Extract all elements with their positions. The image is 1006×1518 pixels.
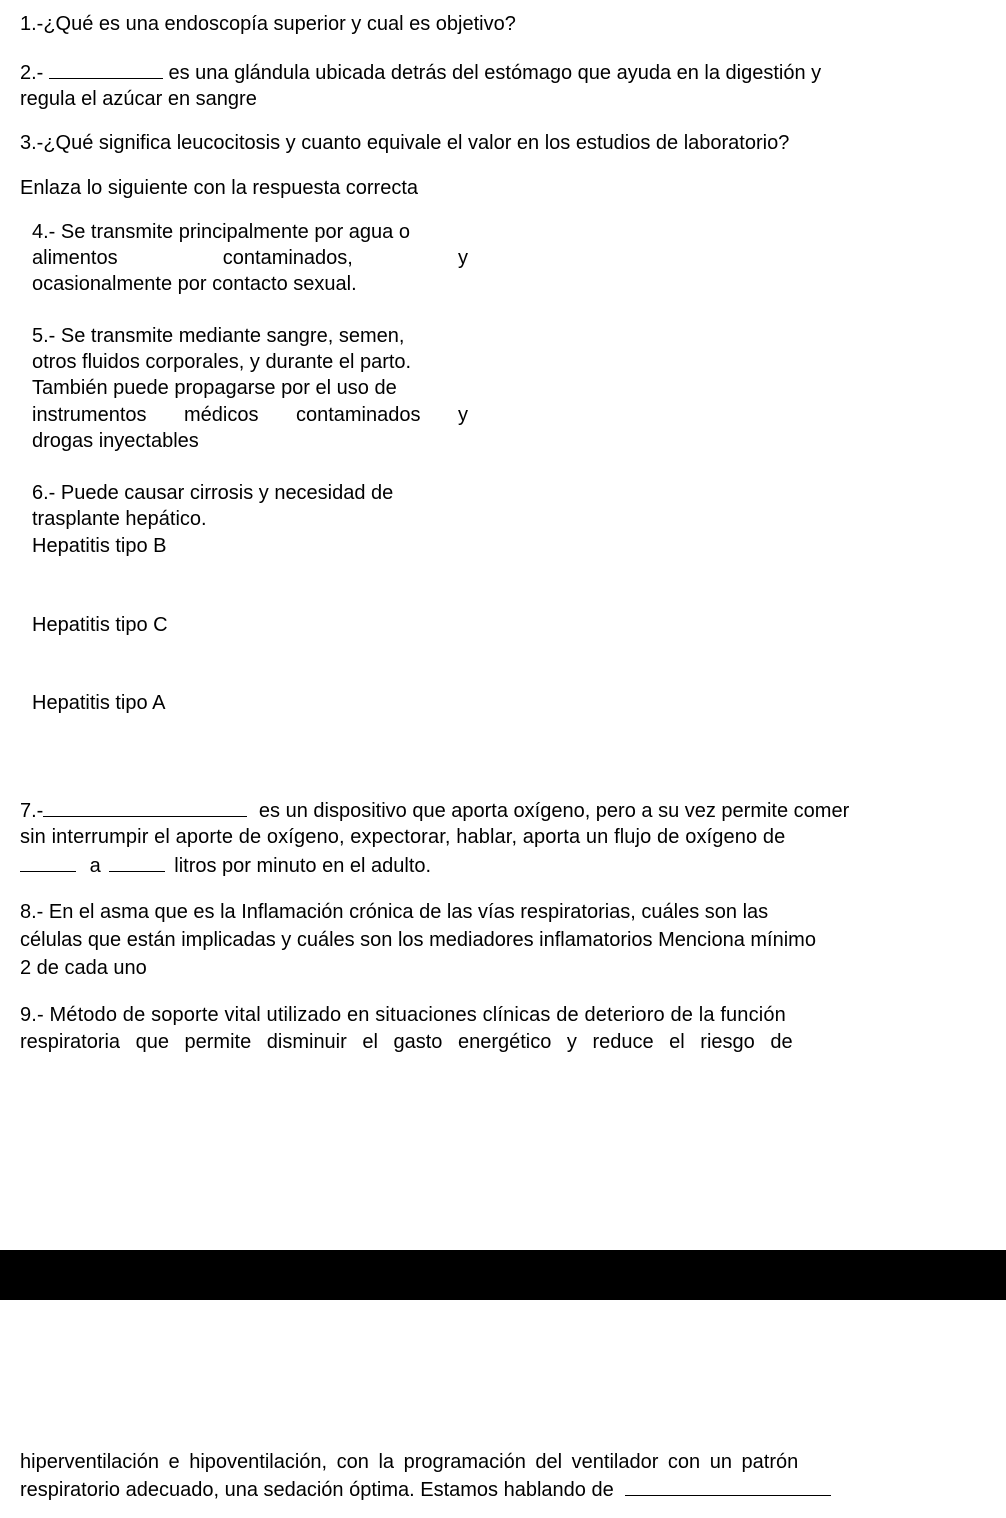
question-7-connector: a bbox=[89, 855, 101, 877]
question-2-continuation: regula el azúcar en sangre bbox=[20, 88, 257, 110]
question-3-text: 3.-¿Qué significa leucocitosis y cuanto equivale el valor en los estudios de laboratorio? bbox=[20, 132, 790, 154]
question-4-continuation: ocasionalmente por contacto sexual. bbox=[32, 273, 357, 295]
question-9-answer-blank[interactable] bbox=[625, 1477, 831, 1496]
word: instrumentos bbox=[32, 404, 147, 426]
question-2-blank[interactable] bbox=[49, 60, 163, 79]
question-9-line-2 bbox=[20, 1030, 793, 1054]
question-8-continuation: 2 de cada uno bbox=[20, 957, 147, 979]
question-5-line-2 bbox=[32, 350, 411, 374]
question-3 bbox=[20, 131, 789, 155]
question-5-text: 5.- Se transmite mediante sangre, semen, bbox=[32, 325, 405, 347]
question-8-continuation: células que están implicadas y cuáles son los mediadores inflamatorios Menciona mínimo bbox=[20, 929, 816, 951]
question-9-continuation: respiratorio adecuado, una sedación óptima. Estamos hablando de bbox=[20, 1479, 614, 1501]
question-8-line-1 bbox=[20, 900, 936, 924]
question-7-blank-max[interactable] bbox=[109, 853, 165, 872]
option-label: Hepatitis tipo A bbox=[32, 692, 166, 714]
option-hepatitis-c[interactable] bbox=[32, 613, 168, 637]
question-8-line-3 bbox=[20, 956, 147, 980]
question-8-line-2 bbox=[20, 928, 816, 952]
word: alimentos bbox=[32, 247, 118, 269]
question-4-text: 4.- Se transmite principalmente por agua o bbox=[32, 221, 410, 243]
question-9-text: 9.- Método de soporte vital utilizado en situaciones clínicas de deterioro de la función bbox=[20, 1004, 786, 1026]
question-1-text: 1.-¿Qué es una endoscopía superior y cual es objetivo? bbox=[20, 13, 516, 35]
question-2-line-1 bbox=[20, 60, 821, 85]
word: y bbox=[458, 247, 468, 269]
question-5-line-4 bbox=[32, 403, 468, 427]
instruction-text: Enlaza lo siguiente con la respuesta correcta bbox=[20, 177, 419, 199]
question-5-continuation: otros fluidos corporales, y durante el parto. bbox=[32, 351, 412, 373]
question-1 bbox=[20, 12, 516, 36]
question-5-line-5 bbox=[32, 429, 199, 453]
question-7-number: 7.- bbox=[20, 800, 44, 822]
question-7-blank-min[interactable] bbox=[20, 853, 76, 872]
question-7-line-3 bbox=[20, 853, 431, 878]
question-9-continuation: respiratoria que permite disminuir el gasto energético y reduce el riesgo de bbox=[20, 1031, 793, 1053]
option-label: Hepatitis tipo C bbox=[32, 614, 168, 636]
question-6-text: 6.- Puede causar cirrosis y necesidad de bbox=[32, 482, 394, 504]
question-9-line-1 bbox=[20, 1003, 786, 1027]
black-divider-band bbox=[0, 1250, 1006, 1300]
word: y bbox=[457, 404, 468, 426]
question-4-line-1 bbox=[32, 220, 410, 244]
question-7-blank-device[interactable] bbox=[43, 798, 247, 817]
question-2-line-2 bbox=[20, 87, 257, 111]
question-4-line-3 bbox=[32, 272, 357, 296]
question-9-line-3 bbox=[20, 1450, 798, 1474]
question-2-number: 2.- bbox=[20, 62, 44, 84]
question-9-continuation: hiperventilación e hipoventilación, con la programación del ventilador con un patrón bbox=[20, 1451, 799, 1473]
question-8-text: 8.- En el asma que es la Inflamación crónica de las vías respiratorias, cuáles son las bbox=[20, 901, 769, 923]
question-5-line-3 bbox=[32, 376, 397, 400]
question-7-line-1 bbox=[20, 798, 849, 823]
question-5-continuation: drogas inyectables bbox=[32, 430, 199, 452]
option-label: Hepatitis tipo B bbox=[32, 535, 167, 557]
question-6-line-2 bbox=[32, 507, 207, 531]
question-7-line-2 bbox=[20, 825, 785, 849]
question-5-continuation: También puede propagarse por el uso de bbox=[32, 377, 397, 399]
matching-instruction bbox=[20, 176, 418, 200]
question-5-line-1 bbox=[32, 324, 404, 348]
question-7-text: es un dispositivo que aporta oxígeno, pero a su vez permite comer bbox=[258, 800, 850, 822]
option-hepatitis-a[interactable] bbox=[32, 691, 165, 715]
question-9-line-4 bbox=[20, 1477, 831, 1502]
word: contaminados, bbox=[222, 247, 353, 269]
question-4-line-2 bbox=[32, 246, 468, 270]
question-2-text: es una glándula ubicada detrás del estómago que ayuda en la digestión y bbox=[168, 62, 822, 84]
option-hepatitis-b[interactable] bbox=[32, 534, 167, 558]
question-6-continuation: trasplante hepático. bbox=[32, 508, 207, 530]
word: contaminados bbox=[295, 404, 421, 426]
word: médicos bbox=[183, 404, 259, 426]
question-7-continuation: litros por minuto en el adulto. bbox=[174, 855, 432, 877]
question-7-continuation: sin interrumpir el aporte de oxígeno, expectorar, hablar, aporta un flujo de oxígeno de bbox=[20, 826, 786, 848]
question-6-line-1 bbox=[32, 481, 393, 505]
